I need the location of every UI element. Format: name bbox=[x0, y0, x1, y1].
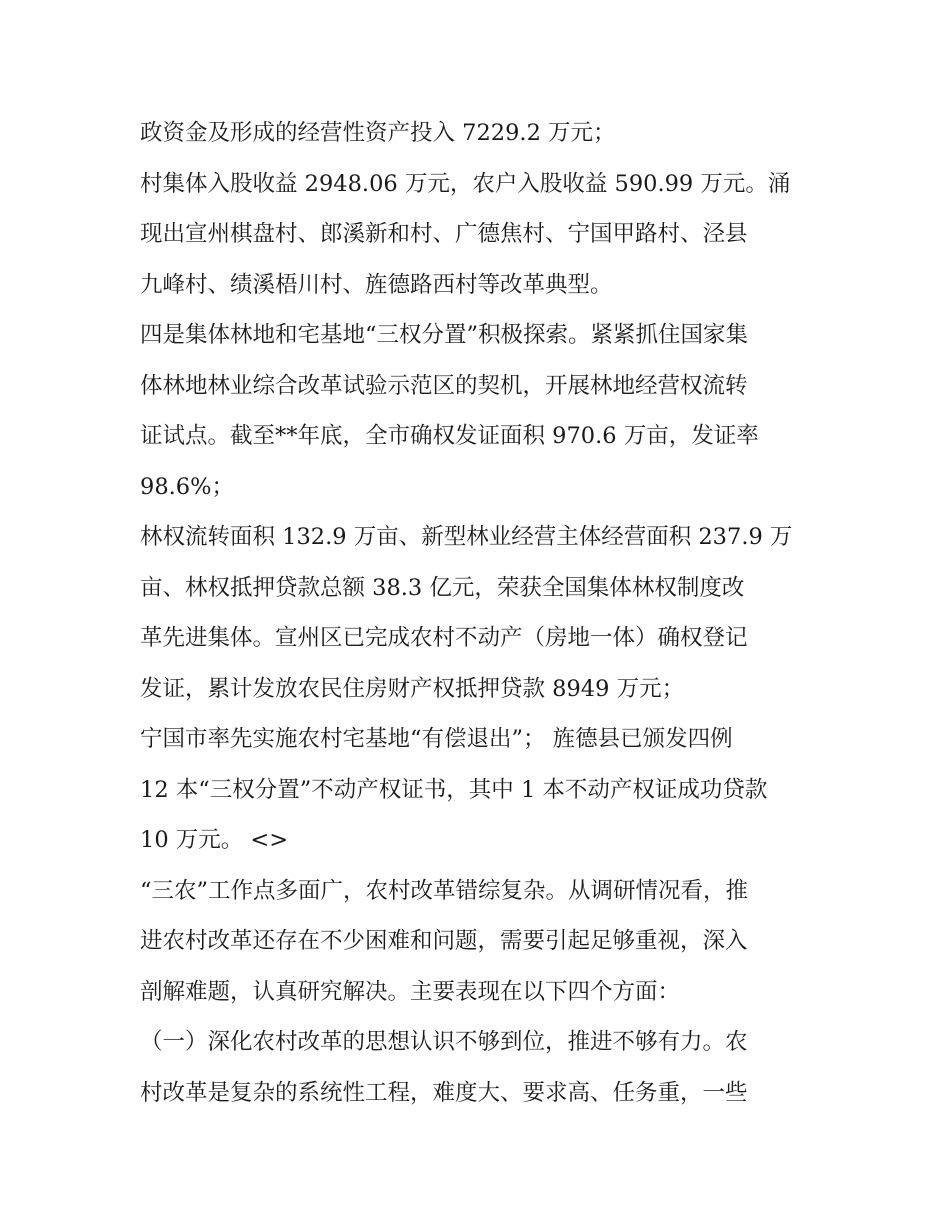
text-line: 剖解难题，认真研究解决。主要表现在以下四个方面： bbox=[140, 978, 681, 1005]
text-line: 宁国市率先实施农村宅基地“有偿退出”； 旌德县已颁发四例 bbox=[140, 726, 733, 752]
text-line: 村改革是复杂的系统性工程，难度大、要求高、任务重，一些 bbox=[140, 1079, 748, 1106]
text-line: 98.6%； bbox=[140, 473, 234, 500]
text-line: 林权流转面积 132.9 万亩、新型林业经营主体经营面积 237.9 万 bbox=[140, 524, 793, 550]
text-line: 体林地林业综合改革试验示范区的契机，开展林地经营权流转 bbox=[140, 372, 748, 399]
text-line: 发证，累计发放农民住房财产权抵押贷款 8949 万元； bbox=[140, 675, 685, 702]
text-line: 证试点。截至**年底，全市确权发证面积 970.6 万亩，发证率 bbox=[140, 423, 759, 449]
text-line: （一）深化农村改革的思想认识不够到位，推进不够有力。农 bbox=[140, 1029, 748, 1055]
text-line: 10 万元。 <> bbox=[140, 827, 289, 853]
text-line: 九峰村、绩溪梧川村、旌德路西村等改革典型。 bbox=[140, 271, 613, 298]
text-line: 政资金及形成的经营性资产投入 7229.2 万元； bbox=[140, 120, 616, 146]
text-line: 进农村改革还存在不少困难和问题，需要引起足够重视，深入 bbox=[140, 928, 748, 954]
text-line: 村集体入股收益 2948.06 万元，农户入股收益 590.99 万元。涌 bbox=[140, 170, 791, 197]
text-line: 现出宣州棋盘村、郎溪新和村、广德焦村、宁国甲路村、泾县 bbox=[140, 221, 748, 247]
text-line: 12 本“三权分置”不动产权证书，其中 1 本不动产权证成功贷款 bbox=[140, 776, 768, 803]
document-body bbox=[140, 108, 820, 1118]
text-line: 四是集体林地和宅基地“三权分置”积极探索。紧紧抓住国家集 bbox=[140, 322, 749, 348]
text-line: 亩、林权抵押贷款总额 38.3 亿元，荣获全国集体林权制度改 bbox=[140, 574, 745, 601]
text-line: “三农”工作点多面广，农村改革错综复杂。从调研情况看，推 bbox=[140, 877, 749, 904]
text-line: 革先进集体。宣州区已完成农村不动产（房地一体）确权登记 bbox=[140, 625, 748, 651]
